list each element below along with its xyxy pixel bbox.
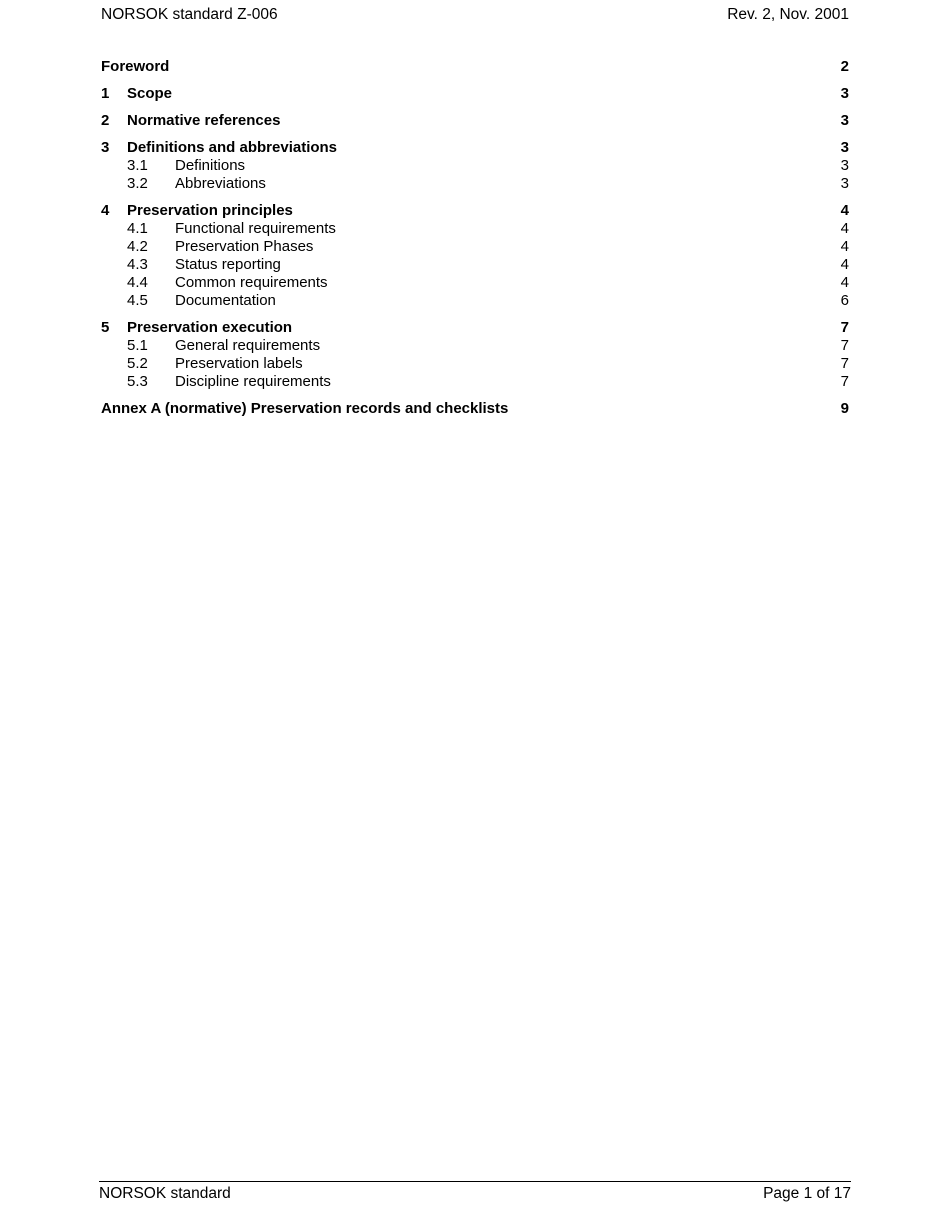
toc-entry-title: Abbreviations [175,175,266,192]
toc-entry-number: 5.1 [127,337,148,354]
toc-entry-page: 7 [840,355,849,372]
toc-entry-title: Normative references [127,112,281,129]
toc-entry[interactable] [101,355,849,373]
toc-entry-number: 1 [101,85,110,102]
page-footer [99,1181,851,1204]
toc-entry-page: 3 [840,85,849,102]
footer-document-name: NORSOK standard [99,1185,231,1202]
toc-entry[interactable] [101,256,849,274]
toc-entry[interactable] [101,175,849,193]
toc-entry[interactable] [101,202,849,220]
toc-entry-page: 4 [840,256,849,273]
toc-entry-title: Preservation labels [175,355,303,372]
toc-entry-number: 3.1 [127,157,148,174]
toc-entry-title: Preservation execution [127,319,293,336]
toc-entry-number: 3 [101,139,110,156]
toc-entry-number: 4.2 [127,238,148,255]
page-header [101,5,849,25]
toc-entry[interactable] [101,238,849,256]
toc-entry-title: Documentation [175,292,276,309]
toc-entry-page: 7 [840,337,849,354]
toc-entry[interactable] [101,58,849,76]
toc-entry-number: 5.2 [127,355,148,372]
toc-entry[interactable] [101,220,849,238]
toc-entry-title: Annex A (normative) Preservation records and checklists [101,400,509,417]
toc-entry-page: 7 [840,319,849,336]
toc-entry-page: 3 [840,157,849,174]
toc-entry-number: 2 [101,112,110,129]
toc-entry[interactable] [101,337,849,355]
toc-entry-title: Preservation Phases [175,238,314,255]
toc-entry-title: Definitions and abbreviations [127,139,338,156]
table-of-contents [101,58,849,418]
toc-entry-page: 3 [840,139,849,156]
toc-entry-number: 5 [101,319,110,336]
toc-entry-number: 4.3 [127,256,148,273]
toc-entry-title: Discipline requirements [175,373,331,390]
header-document-title: NORSOK standard Z-006 [101,6,278,23]
toc-entry-page: 4 [840,274,849,291]
footer-page-number: Page 1 of 17 [763,1185,851,1202]
toc-entry[interactable] [101,85,849,103]
toc-entry-title: General requirements [175,337,321,354]
toc-entry[interactable] [101,157,849,175]
toc-entry-title: Definitions [175,157,246,174]
toc-entry-page: 4 [840,202,849,219]
toc-entry-title: Foreword [101,58,170,75]
toc-entry-number: 4.1 [127,220,148,237]
toc-entry-page: 4 [840,220,849,237]
toc-entry[interactable] [101,319,849,337]
toc-entry-number: 4.5 [127,292,148,309]
toc-entry-number: 4.4 [127,274,148,291]
toc-entry-title: Preservation principles [127,202,293,219]
toc-entry[interactable] [101,292,849,310]
toc-entry-page: 7 [840,373,849,390]
toc-entry[interactable] [101,139,849,157]
toc-entry-page: 2 [840,58,849,75]
toc-entry[interactable] [101,373,849,391]
toc-entry-title: Functional requirements [175,220,336,237]
toc-entry-page: 6 [840,292,849,309]
toc-entry[interactable] [101,400,849,418]
toc-entry-page: 9 [840,400,849,417]
toc-entry[interactable] [101,274,849,292]
toc-entry-page: 4 [840,238,849,255]
toc-entry-title: Scope [127,85,173,102]
toc-entry-page: 3 [840,112,849,129]
toc-entry-number: 5.3 [127,373,148,390]
toc-entry-number: 3.2 [127,175,148,192]
toc-entry-title: Common requirements [175,274,328,291]
toc-entry-page: 3 [840,175,849,192]
toc-entry-number: 4 [101,202,110,219]
toc-entry-title: Status reporting [175,256,281,273]
header-revision: Rev. 2, Nov. 2001 [727,6,849,23]
toc-entry[interactable] [101,112,849,130]
